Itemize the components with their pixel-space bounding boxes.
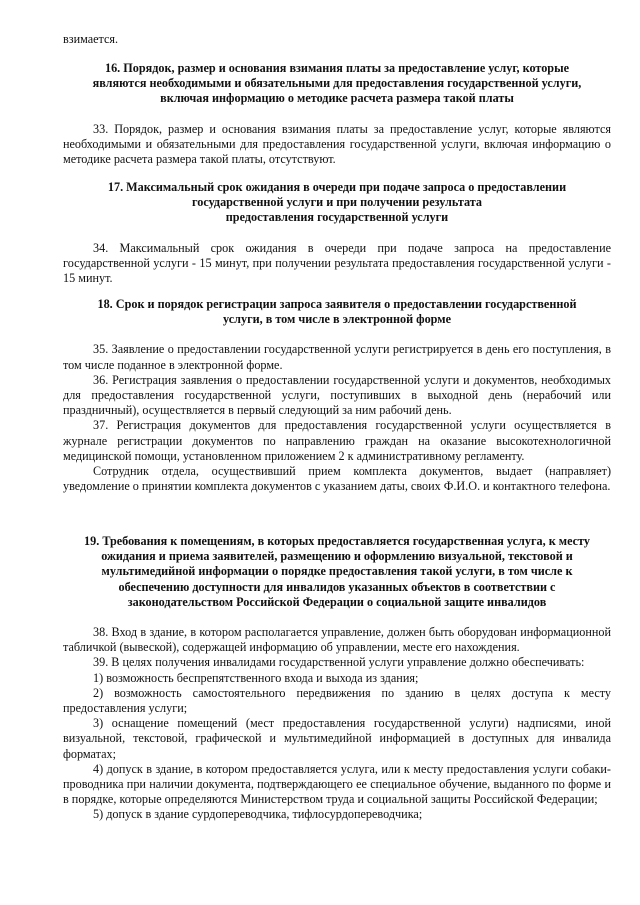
section-19	[63, 534, 611, 823]
heading-line: мультимедийной информации о порядке предоставления такой услуги, в том числе к	[101, 564, 573, 579]
section-16	[63, 61, 611, 167]
list-item-5: 5) допуск в здание сурдопереводчика, тифлосурдопереводчика;	[93, 807, 423, 822]
heading-line: 19. Требования к помещениям, в которых предоставляется государственная услуга, к месту	[84, 534, 590, 548]
heading-line: обеспечению доступности для инвалидов указанных объектов в соответствии с	[118, 579, 556, 594]
heading-line: 17. Максимальный срок ожидания в очереди при подаче запроса о предоставлении	[107, 180, 567, 194]
heading-line: законодательством Российской Федерации о социальной защите инвалидов	[127, 594, 547, 609]
heading-line: являются необходимыми и обязательными для предоставления государственной услуги,	[92, 76, 582, 91]
continuation-text: взимается.	[63, 32, 119, 46]
heading-line: 16. Порядок, размер и основания взимания платы за предоставление услуг, которые	[104, 61, 570, 75]
paragraph-33: 33. Порядок, размер и основания взимания платы за предоставление услуг, которые являются необходимыми и обязательными для предоставления государственной услуги, включая информацию о методике расчета размера такой платы, отсутствуют.	[63, 121, 611, 167]
heading-line: включая информацию о методике расчета размера такой платы	[160, 91, 514, 106]
section-17-heading	[63, 180, 611, 226]
section-19-heading	[63, 534, 611, 610]
paragraph-35: 35. Заявление о предоставлении государственной услуги регистрируется в день его поступления, в том числе поданное в электронной форме.	[63, 342, 611, 372]
list-item-4: 4) допуск в здание, в котором предоставляется услуга, или к месту предоставления услуги собаки-проводника при наличии документа, подтверждающего ее специальное обучение, выданного по форме и в порядке, которые определяются Министерством труда и социальной защиты Российской Федерации;	[63, 761, 611, 807]
list-item-3: 3) оснащение помещений (мест предоставления государственной услуги) надписями, иной визуальной, текстовой, графической и мультимедийной информацией в доступных для инвалида форматах;	[63, 716, 611, 761]
paragraph-37: 37. Регистрация документов для предоставления государственной услуги осуществляется в журнале регистрации документов по направлению граждан на оказание высокотехнологичной медицинской помощи, установленном приложением 2 к административному регламенту.	[63, 418, 611, 463]
paragraph-staff: Сотрудник отдела, осуществивший прием комплекта документов, выдает (направляет) уведомление о принятии комплекта документов с указанием даты, своих Ф.И.О. и контактного телефона.	[63, 464, 611, 494]
heading-line: предоставления государственной услуги	[225, 210, 449, 225]
heading-line: услуги, в том числе в электронной форме	[223, 312, 451, 327]
paragraph-36: 36. Регистрация заявления о предоставлении государственной услуги и документов, необходимых для предоставления государственной услуги, поступивших в выходной день (нерабочий или праздничный), осуществляется в первый следующий за ним рабочий день.	[63, 372, 611, 418]
heading-line: ожидания и приема заявителей, размещению и оформлению визуальной, текстовой и	[101, 549, 573, 564]
paragraph-34: 34. Максимальный срок ожидания в очереди при подаче запроса на предоставление государственной услуги - 15 минут, при получении результата предоставления государственной услуги - 15 минут.	[63, 240, 611, 286]
paragraph-39: 39. В целях получения инвалидами государственной услуги управление должно обеспечивать:	[93, 655, 585, 670]
heading-line: 18. Срок и порядок регистрации запроса заявителя о предоставлении государственной	[97, 297, 577, 311]
section-17	[63, 180, 611, 286]
section-16-heading	[63, 61, 611, 107]
list-item-2: 2) возможность самостоятельного передвижения по зданию в целях доступа к месту предоставления услуги;	[63, 685, 611, 716]
section-18-heading	[63, 297, 611, 327]
section-18	[63, 297, 611, 494]
list-item-1: 1) возможность беспрепятственного входа и выхода из здания;	[93, 670, 419, 685]
heading-line: государственной услуги и при получении результата	[192, 195, 482, 210]
paragraph-38: 38. Вход в здание, в котором располагается управление, должен быть оборудован информационной табличкой (вывеской), содержащей информацию об управлении, месте его нахождения.	[63, 625, 611, 655]
